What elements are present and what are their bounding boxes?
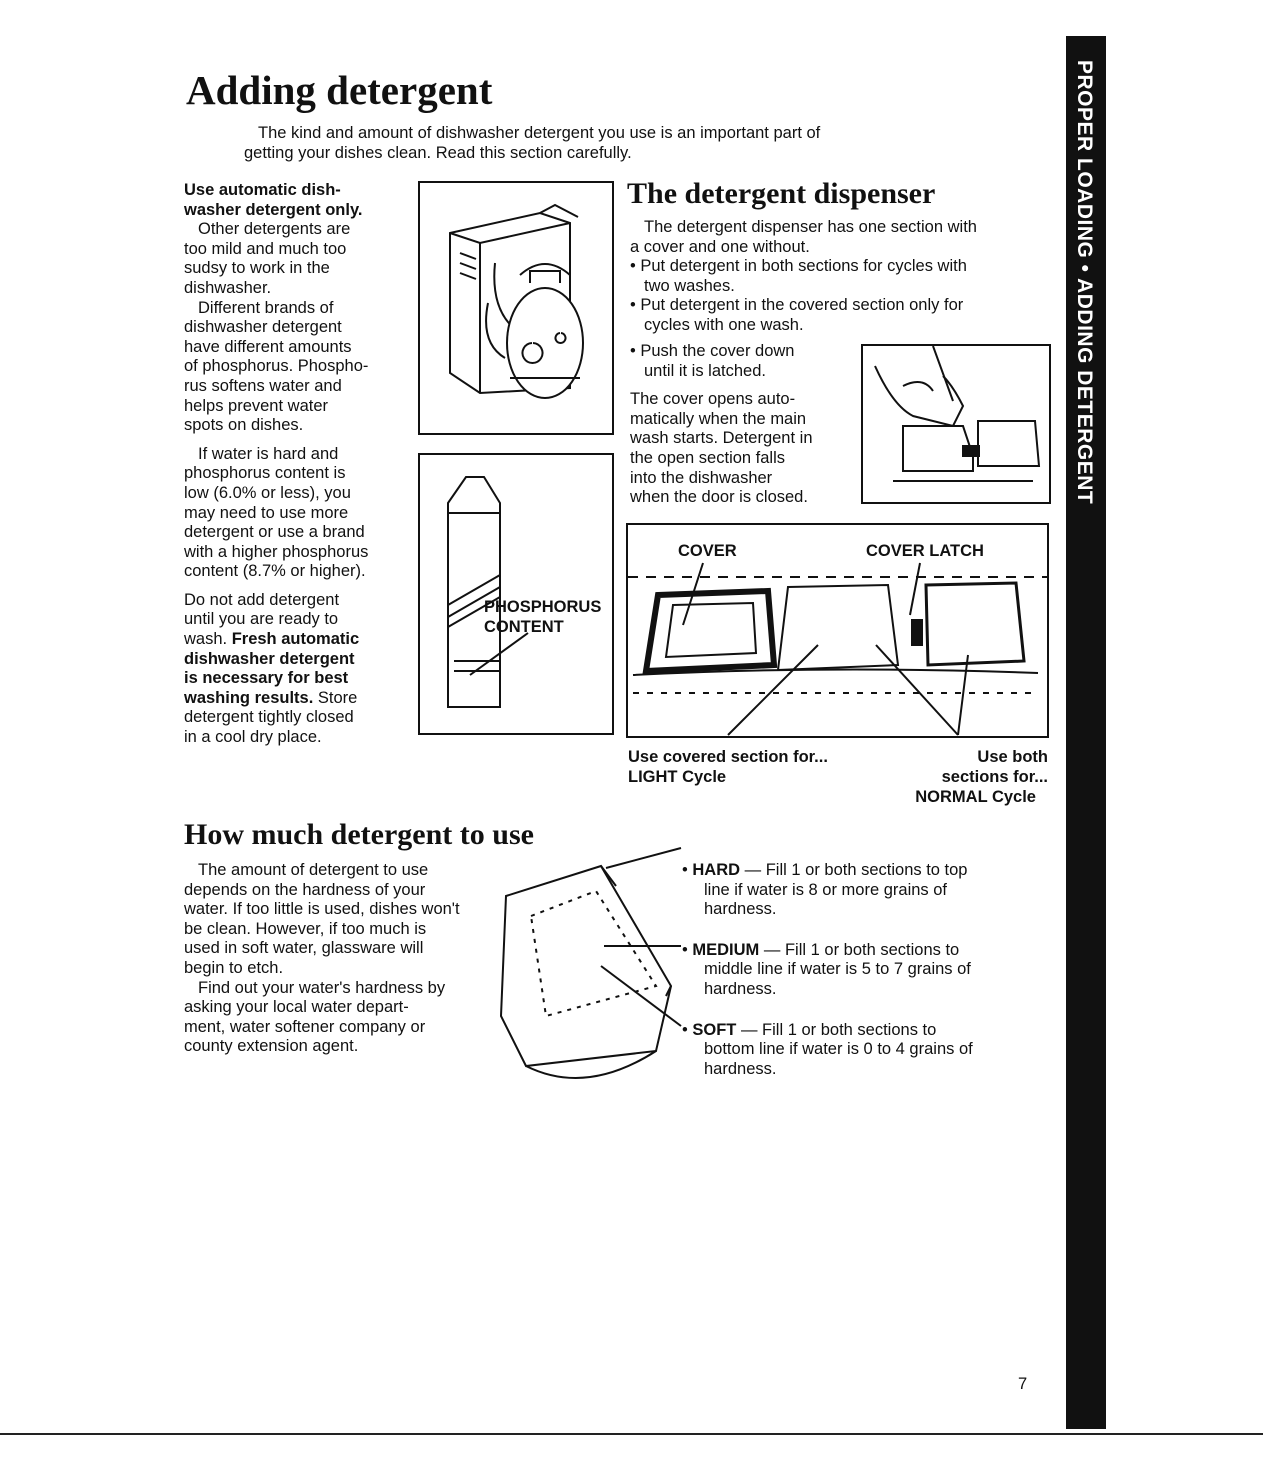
text-line: If water is hard and [198, 444, 339, 463]
left-column-text [184, 181, 404, 748]
detergent-bottle-drawing [420, 455, 612, 733]
text-line: hardness. [704, 979, 777, 998]
intro-line-1: The kind and amount of dishwasher detergent you use is an important part of [258, 124, 821, 142]
text-line: Find out your water's hardness by [198, 978, 446, 997]
text-line: have different amounts [184, 337, 352, 356]
text-line: Other detergents are [198, 220, 351, 239]
text-line: begin to etch. [184, 958, 284, 977]
text-line: dishwasher. [184, 278, 272, 297]
label-line: PHOSPHORUS [484, 598, 602, 616]
text-line: sudsy to work in the [184, 259, 330, 278]
text-line: Do not add detergent [184, 590, 340, 609]
text-line: until it is latched. [644, 361, 766, 380]
text-line: rus softens water and [184, 376, 342, 395]
caption-line: LIGHT Cycle [628, 768, 727, 786]
text-line: hardness. [704, 1059, 777, 1078]
text-line: when the door is closed. [630, 488, 808, 507]
hardness-list [682, 861, 1042, 1079]
covered-section-caption [628, 747, 828, 787]
detergent-box-illustration [418, 181, 614, 435]
caption-line: sections for... [941, 768, 1048, 786]
text-line: dishwasher detergent [184, 318, 342, 337]
cover-latch-label: COVER LATCH [866, 542, 984, 560]
text-line: a cover and one without. [630, 237, 810, 256]
caption-line: Use both [977, 748, 1048, 766]
heading-line-2: washer detergent only. [184, 200, 363, 219]
text-line: content (8.7% or higher). [184, 562, 366, 581]
text-line: is necessary for best [184, 669, 349, 688]
cover-label: COVER [678, 542, 737, 560]
both-sections-caption [880, 747, 1048, 807]
bottom-rule [0, 1433, 1263, 1435]
hard-item: • HARD — Fill 1 or both sections to top [682, 861, 1042, 881]
section-side-tab [1066, 36, 1106, 1429]
how-much-title: How much detergent to use [184, 818, 534, 851]
text-line: The amount of detergent to use [198, 861, 429, 879]
text-line: hardness. [704, 900, 777, 919]
medium-item: • MEDIUM — Fill 1 or both sections to [682, 941, 1042, 961]
text-line: bottom line if water is 0 to 4 grains of [704, 1040, 973, 1059]
detergent-box-drawing [420, 183, 612, 433]
text-line: helps prevent water [184, 396, 328, 415]
bullet-line: • Put detergent in both sections for cycles with [630, 257, 1050, 277]
soft-item: • SOFT — Fill 1 or both sections to [682, 1021, 1042, 1041]
page-title: Adding detergent [186, 67, 493, 113]
text-line: in a cool dry place. [184, 728, 322, 747]
text-line: may need to use more [184, 503, 349, 522]
phosphorus-illustration [418, 453, 614, 735]
phosphorus-content-label [484, 597, 601, 637]
text-line: with a higher phosphorus [184, 542, 369, 561]
text-line: water. If too little is used, dishes won't [184, 900, 460, 919]
side-tab-label: PROPER LOADING • ADDING DETERGENT [1073, 60, 1096, 505]
heading-line-1: Use automatic dish- [184, 181, 341, 199]
text-line: wash. Fresh automatic [184, 630, 360, 649]
text-line: two washes. [644, 276, 735, 295]
text-line: into the dishwasher [630, 468, 773, 487]
page-number: 7 [1018, 1375, 1028, 1393]
text-line: detergent or use a brand [184, 523, 365, 542]
text-line: Different brands of [198, 298, 334, 317]
push-cover-illustration [861, 344, 1051, 504]
text-line: middle line if water is 5 to 7 grains of [704, 960, 971, 979]
text-line: matically when the main [630, 409, 807, 428]
text-line: used in soft water, glassware will [184, 939, 424, 958]
text-line: the open section falls [630, 448, 786, 467]
text-line: spots on dishes. [184, 416, 304, 435]
text-line: be clean. However, if too much is [184, 919, 427, 938]
text-line: phosphorus content is [184, 464, 346, 483]
text-line: dishwasher detergent [184, 649, 355, 668]
text-line: too mild and much too [184, 239, 347, 258]
text-line: until you are ready to [184, 610, 339, 629]
hand-pushing-cover-drawing [863, 346, 1049, 502]
dispenser-cup-drawing [496, 856, 696, 1096]
label-line: CONTENT [484, 618, 564, 636]
text-line: washing results. Store [184, 688, 358, 707]
text-line: wash starts. Detergent in [630, 429, 813, 448]
text-line: low (6.0% or less), you [184, 483, 351, 502]
bullet-line: • Put detergent in the covered section only for [630, 296, 1050, 316]
text-line: The detergent dispenser has one section with [644, 218, 977, 236]
dispenser-text-2 [630, 342, 855, 508]
dispenser-title: The detergent dispenser [627, 177, 936, 210]
caption-line: Use covered section for... [628, 748, 828, 766]
text-line: line if water is 8 or more grains of [704, 880, 948, 899]
bullet-line: • Push the cover down [630, 342, 855, 362]
text-line: county extension agent. [184, 1037, 359, 1056]
how-much-text [184, 861, 504, 1057]
dispenser-drawing [628, 525, 1047, 736]
text-line: depends on the hardness of your [184, 880, 426, 899]
dispenser-text [630, 218, 1050, 336]
text-line: The cover opens auto- [630, 390, 796, 409]
intro-line-2: getting your dishes clean. Read this section carefully. [244, 144, 632, 162]
text-line: asking your local water depart- [184, 998, 409, 1017]
caption-line: NORMAL Cycle [915, 788, 1036, 806]
dispenser-diagram [626, 523, 1049, 738]
text-line: detergent tightly closed [184, 708, 354, 727]
text-line: ment, water softener company or [184, 1017, 426, 1036]
text-line: of phosphorus. Phospho- [184, 357, 369, 376]
text-line: cycles with one wash. [644, 315, 804, 334]
